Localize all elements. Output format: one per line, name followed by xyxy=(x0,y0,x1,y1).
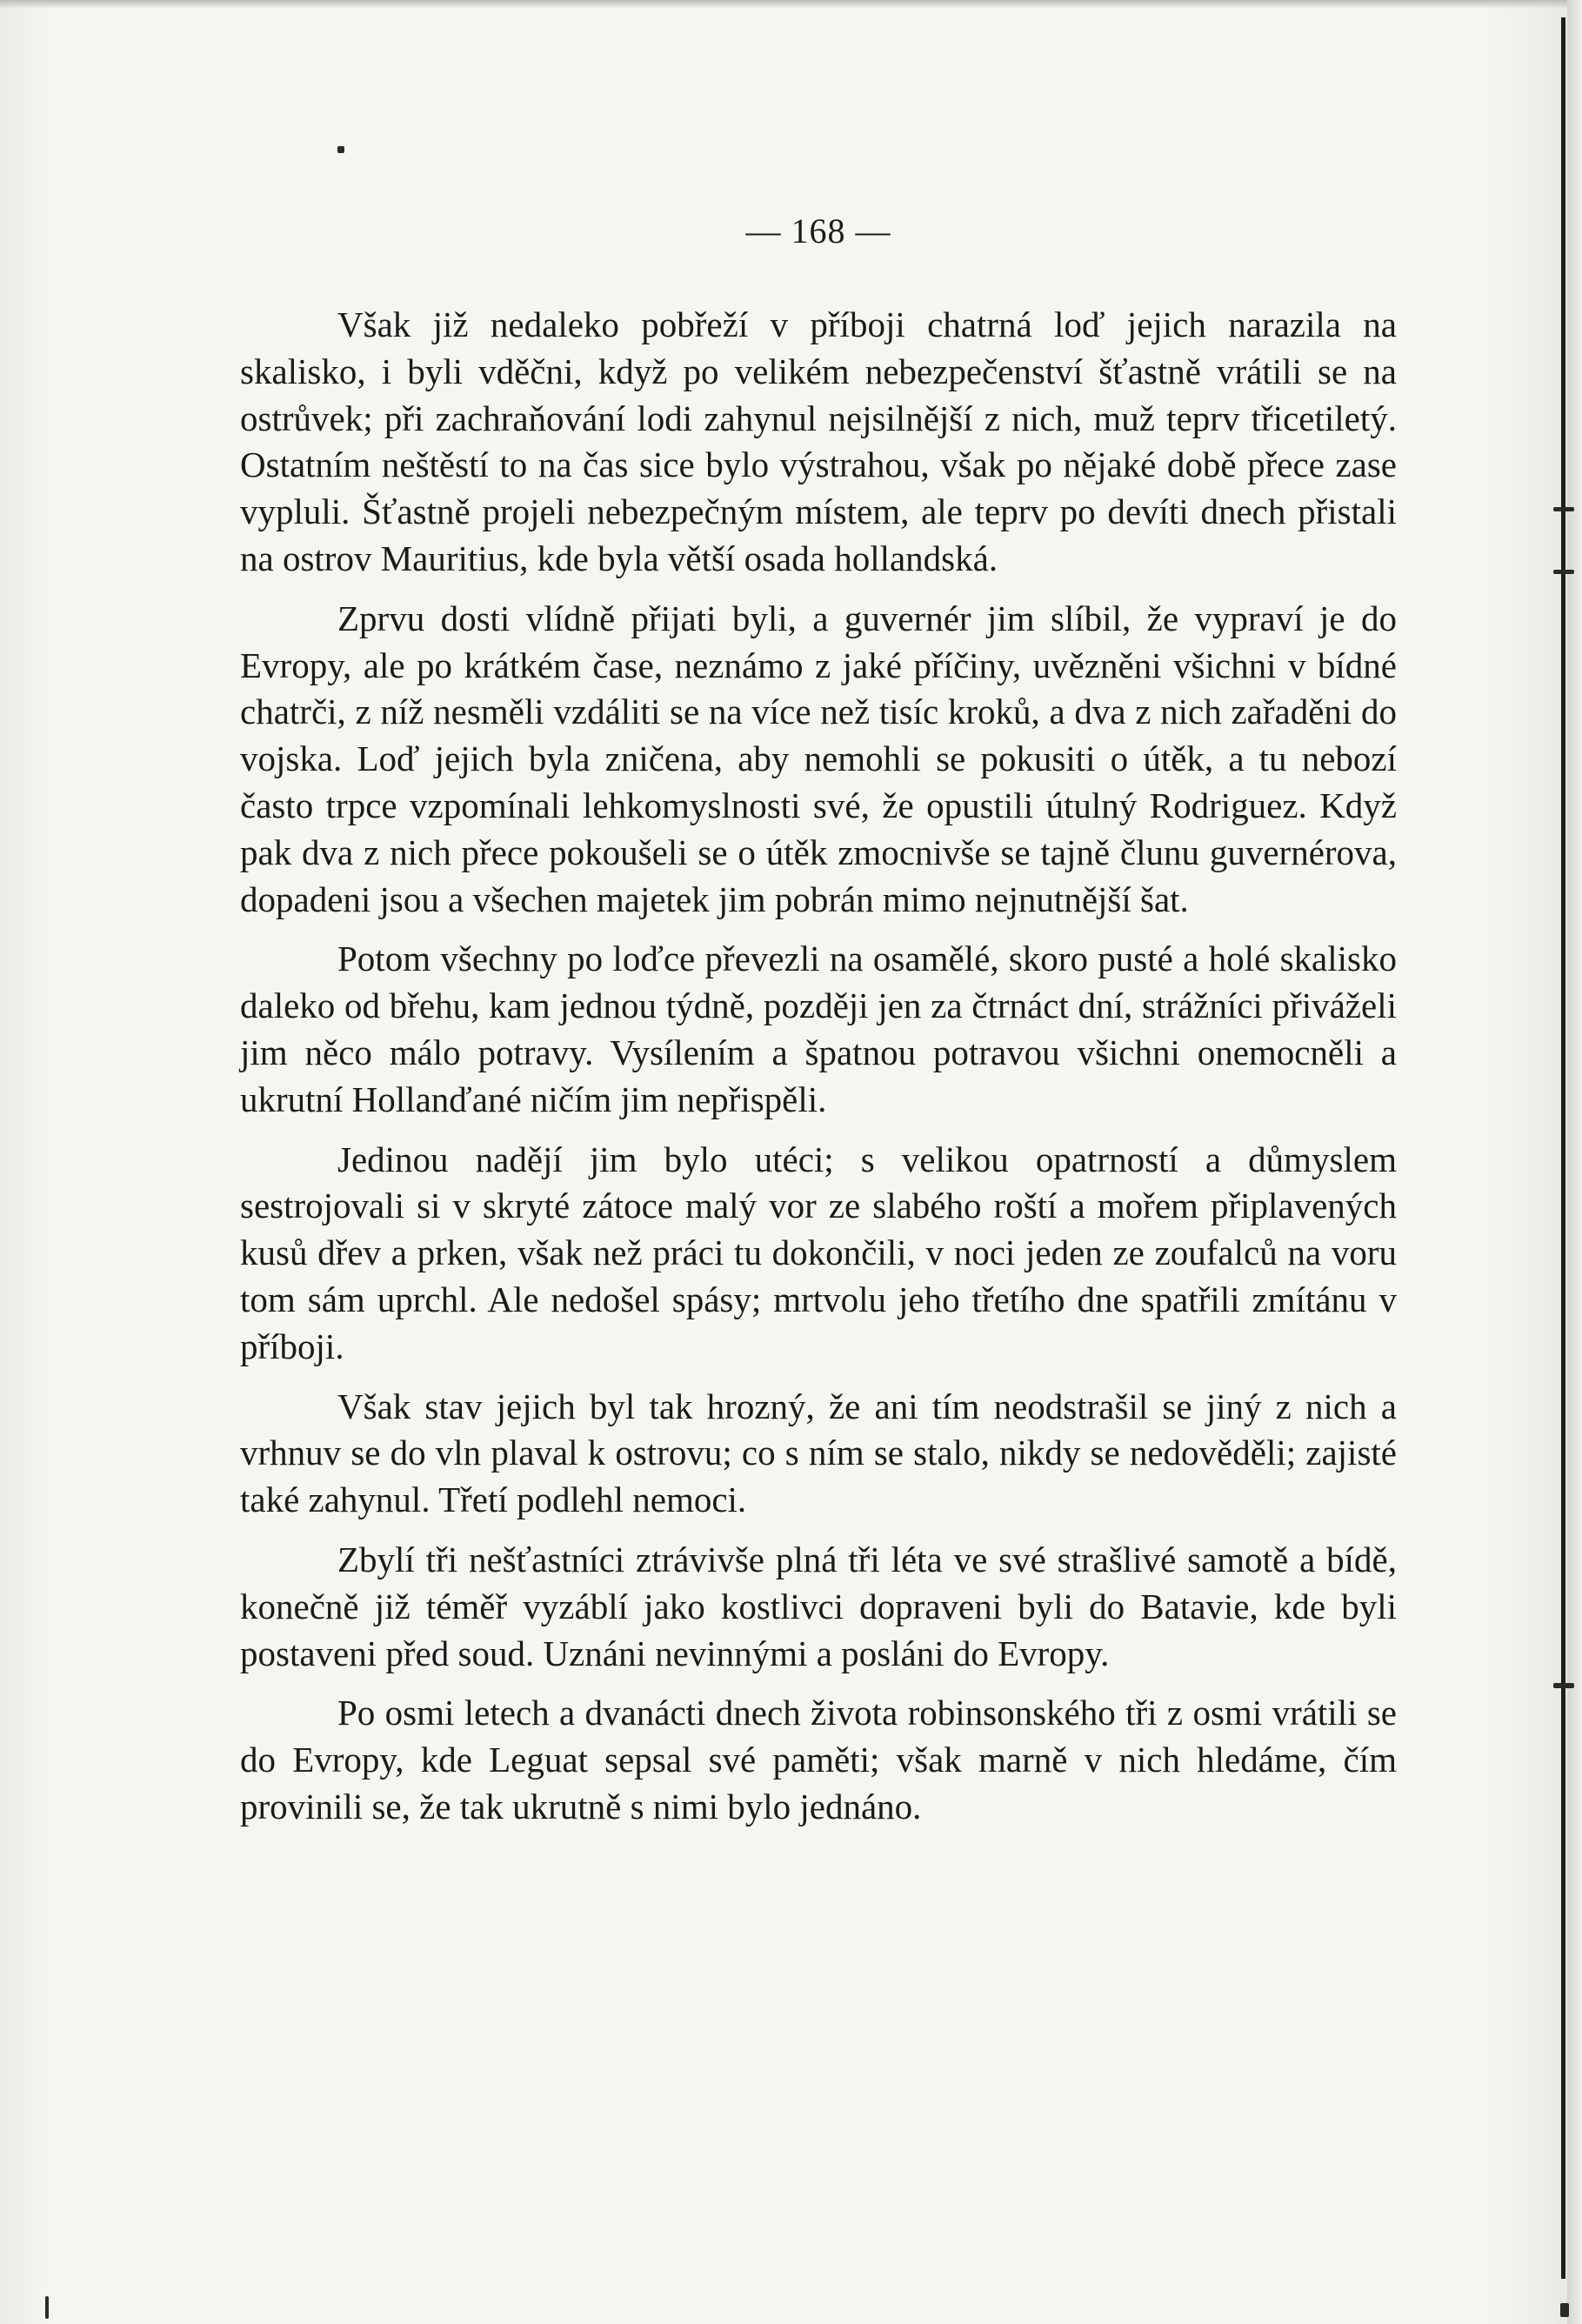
scan-binding-edge xyxy=(1561,17,1565,2279)
scan-top-edge xyxy=(0,0,1582,9)
paragraph: Jedinou nadějí jim bylo utéci; s velikou opatrností a důmyslem sestrojovali si v skryté zátoce malý vor ze slabého roští a mořem připlavených kusů dřev a prken, však než práci tu dokončili, v noci jeden ze zoufalců na voru tom sám uprchl. Ale nedošel spásy; mrtvolu jeho třetího dne spatřili zmítánu v příboji. xyxy=(240,1139,1397,1366)
body-text xyxy=(240,302,1397,1831)
scan-speck xyxy=(1553,570,1574,574)
paragraph: Potom všechny po loďce převezli na osamělé, skoro pusté a holé skalisko daleko od břehu, kam jednou týdně, později jen za čtrnáct dní, strážníci přiváželi jim něco málo potravy. Vysílením a špatnou potravou všichni onemocněli a ukrutní Hollanďané ničím jim nepřispěli. xyxy=(240,938,1397,1119)
page-number: — 168 — xyxy=(745,211,891,250)
paragraph: Zprvu dosti vlídně přijati byli, a guvernér jim slíbil, že vypraví je do Evropy, ale po krátkém čase, neznámo z jaké příčiny, uvězněni všichni v bídné chatrči, z níž nesměli vzdáliti se na více než tisíc kroků, a dva z nich zařaděni do vojska. Loď jejich byla zničena, aby nemohli se pokusiti o útěk, a tu nebozí často trpce vzpomínali lehkomyslnosti své, že opustili útulný Rodriguez. Když pak dva z nich přece pokoušeli se o útěk zmocnivše se tajně člunu guvernérova, dopadeni jsou a všechen majetek jim pobrán mimo nejnutnější šat. xyxy=(240,598,1397,919)
scan-speck xyxy=(1553,1683,1574,1688)
scan-right-shadow xyxy=(1567,0,1582,2324)
paragraph: Však již nedaleko pobřeží v příboji chatrná loď jejich narazila na skalisko, i byli vděčni, když po velikém nebezpečenství šťastně vrátili se na ostrůvek; při zachraňování lodi zahynul nejsilnější z nich, muž teprv třicetiletý. Ostatním neštěstí to na čas sice bylo výstrahou, však po nějaké době přece zase vypluli. Šťastně projeli nebezpečným místem, ale teprv po devíti dnech přistali na ostrov Mauritius, kde byla větší osada hollandská. xyxy=(240,304,1397,578)
paragraph: Zbylí tři nešťastníci ztrávivše plná tři léta ve své strašlivé samotě a bídě, konečně již téměř vyzáblí jako kostlivci dopraveni byli do Batavie, kde byli postaveni před soud. Uznáni nevinnými a posláni do Evropy. xyxy=(240,1539,1397,1673)
paragraph: Po osmi letech a dvanácti dnech života robinsonského tři z osmi vrátili se do Evropy, kde Leguat sepsal své paměti; však marně v nich hledáme, čím provinili se, že tak ukrutně s nimi bylo jednáno. xyxy=(240,1693,1397,1826)
paragraph: Však stav jejich byl tak hrozný, že ani tím neodstrašil se jiný z nich a vrhnuv se do vln plaval k ostrovu; co s ním se stalo, nikdy se nedověděli; zajisté také zahynul. Třetí podlehl nemoci. xyxy=(240,1386,1397,1520)
scan-speck xyxy=(45,2296,49,2319)
scan-speck xyxy=(1553,507,1574,511)
scan-speck xyxy=(1560,2303,1569,2317)
scan-speck xyxy=(337,146,344,153)
